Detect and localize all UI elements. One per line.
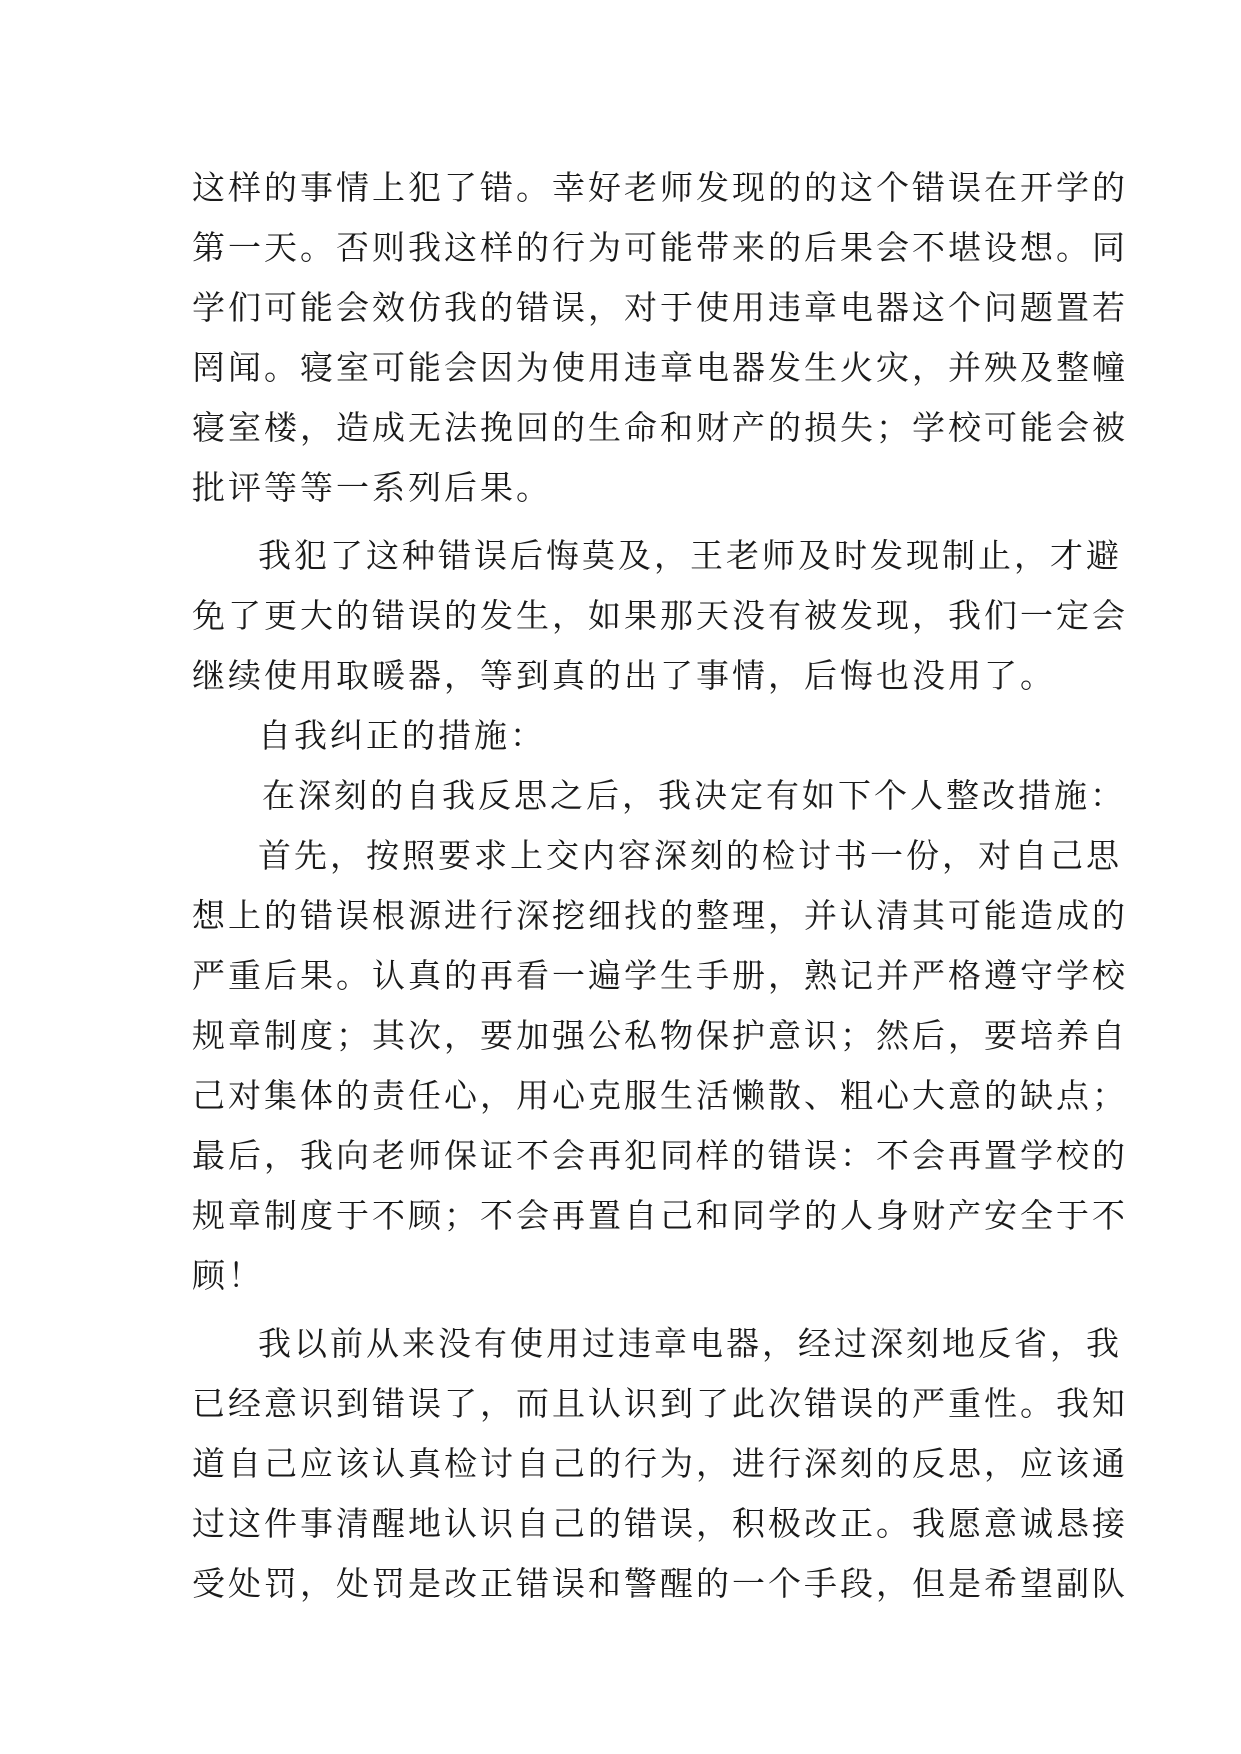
text-line: 我犯了这种错误后悔莫及，王老师及时发现制止，才避	[258, 536, 1122, 575]
text-line: 寝室楼，造成无法挽回的生命和财产的损失；学校可能会被	[192, 408, 1128, 447]
text-line: 顾！	[192, 1256, 264, 1295]
text-line: 我以前从来没有使用过违章电器，经过深刻地反省，我	[258, 1324, 1122, 1363]
text-line: 规章制度；其次，要加强公私物保护意识；然后，要培养自	[192, 1016, 1128, 1055]
text-line: 规章制度于不顾；不会再置自己和同学的人身财产安全于不	[192, 1196, 1128, 1235]
paragraph-measures	[192, 826, 1128, 1306]
text-line: 罔闻。寝室可能会因为使用违章电器发生火灾，并殃及整幢	[192, 348, 1128, 387]
text-line: 想上的错误根源进行深挖细找的整理，并认清其可能造成的	[192, 896, 1128, 935]
text-line: 最后，我向老师保证不会再犯同样的错误：不会再置学校的	[192, 1136, 1128, 1175]
text-line: 首先，按照要求上交内容深刻的检讨书一份，对自己思	[258, 836, 1122, 875]
paragraph-reflection: 在深刻的自我反思之后，我决定有如下个人整改措施：	[262, 776, 1126, 815]
text-line: 道自己应该认真检讨自己的行为，进行深刻的反思，应该通	[192, 1444, 1128, 1483]
paragraph-regret	[192, 526, 1128, 706]
text-line: 这样的事情上犯了错。幸好老师发现的的这个错误在开学的	[192, 168, 1128, 207]
paragraph-acceptance	[192, 1314, 1128, 1614]
text-line: 已经意识到错误了，而且认识到了此次错误的严重性。我知	[192, 1384, 1128, 1423]
text-line: 第一天。否则我这样的行为可能带来的后果会不堪设想。同	[192, 228, 1128, 267]
text-line: 严重后果。认真的再看一遍学生手册，熟记并严格遵守学校	[192, 956, 1128, 995]
paragraph-consequences	[192, 158, 1128, 518]
text-line: 批评等等一系列后果。	[192, 468, 552, 507]
text-line: 受处罚，处罚是改正错误和警醒的一个手段，但是希望副队	[192, 1564, 1128, 1603]
text-line: 继续使用取暖器，等到真的出了事情，后悔也没用了。	[192, 656, 1056, 695]
section-heading-measures: 自我纠正的措施：	[258, 716, 546, 755]
text-line: 学们可能会效仿我的错误，对于使用违章电器这个问题置若	[192, 288, 1128, 327]
text-line: 过这件事清醒地认识自己的错误，积极改正。我愿意诚恳接	[192, 1504, 1128, 1543]
document-body	[192, 158, 1128, 1614]
text-line: 免了更大的错误的发生，如果那天没有被发现，我们一定会	[192, 596, 1128, 635]
text-line: 己对集体的责任心，用心克服生活懒散、粗心大意的缺点；	[192, 1076, 1128, 1115]
